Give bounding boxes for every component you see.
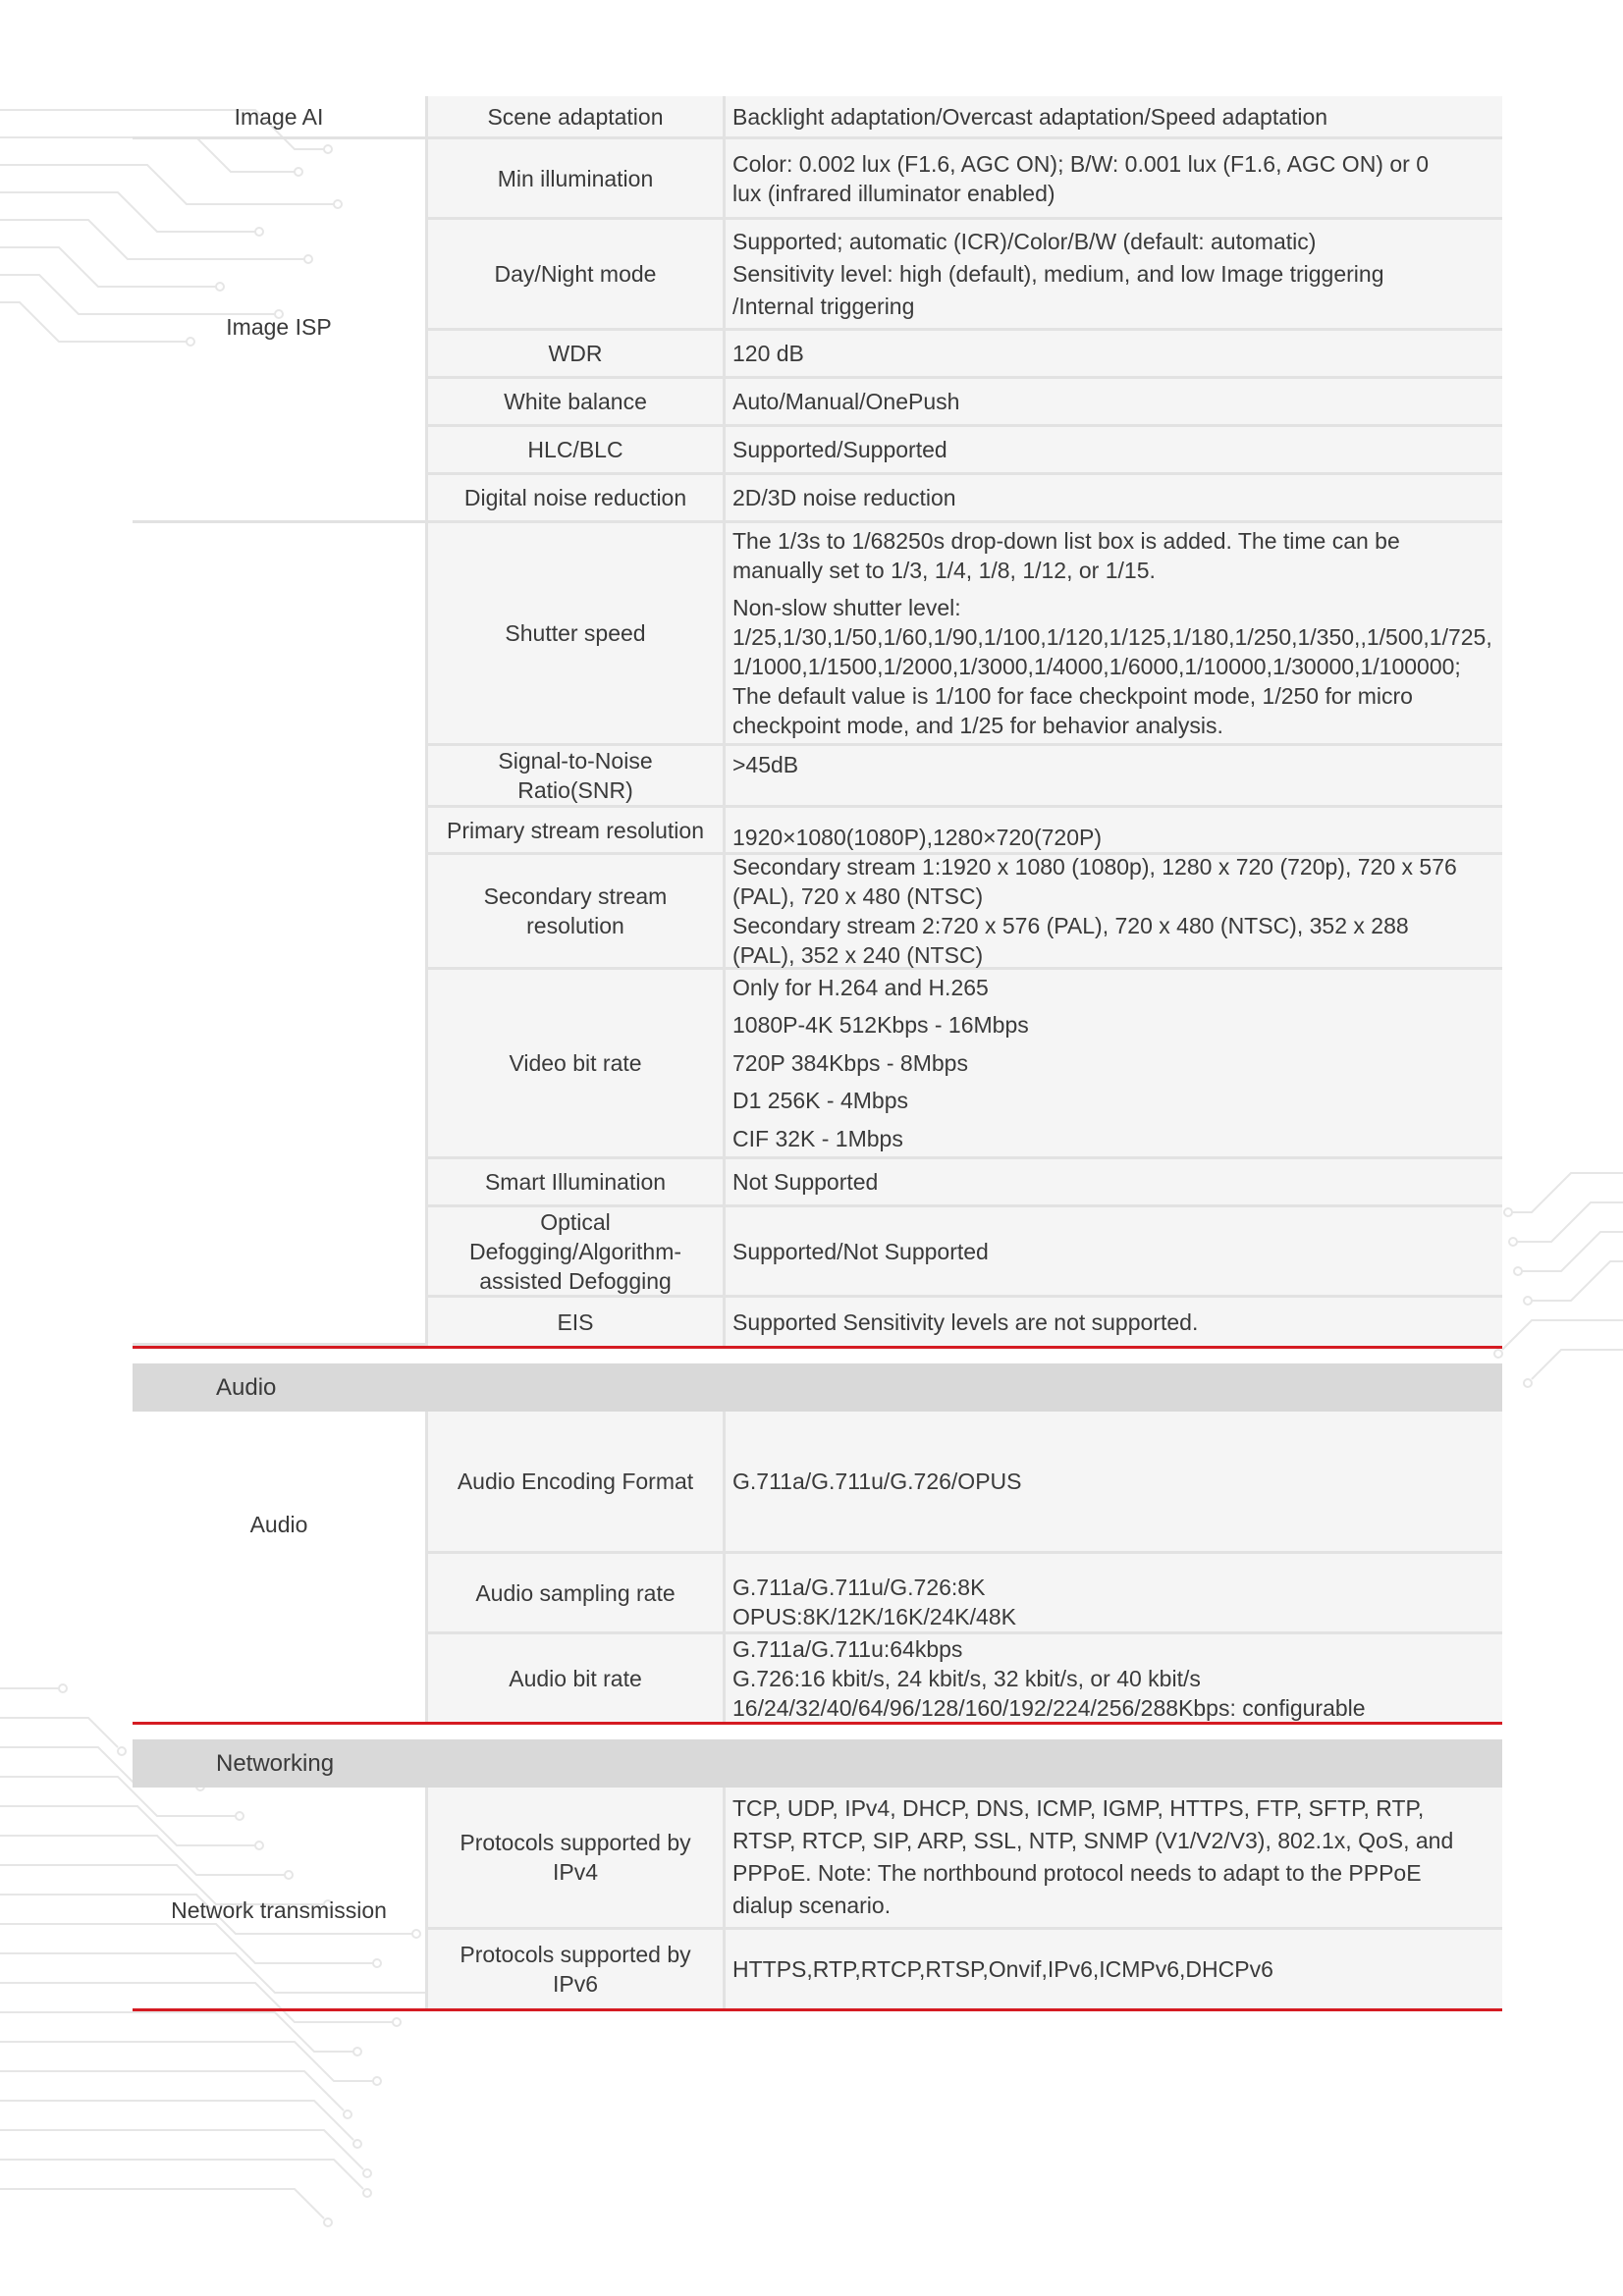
- param-value: [726, 1634, 1502, 1722]
- value-line: Secondary stream 1:1920 x 1080 (1080p), 1280 x 720 (720p), 720 x 576: [732, 854, 1457, 880]
- param-label: [428, 855, 726, 970]
- param-line: Secondary stream: [483, 883, 668, 909]
- param-label: Primary stream resolution: [428, 808, 726, 855]
- param-label: [428, 746, 726, 808]
- value-line: 2D/3D noise reduction: [732, 485, 956, 510]
- param-value: [726, 96, 1502, 139]
- param-label: Day/Night mode: [428, 220, 726, 331]
- value-line: Secondary stream 2:720 x 576 (PAL), 720 x 480 (NTSC), 352 x 288: [732, 913, 1409, 938]
- value-line: G.726:16 kbit/s, 24 kbit/s, 32 kbit/s, or 40 kbit/s: [732, 1665, 1201, 1691]
- param-value: [726, 855, 1502, 970]
- value-line: Supported/Supported: [732, 437, 947, 462]
- value-line: Not Supported: [732, 1169, 879, 1195]
- value-line: 1/1000,1/1500,1/2000,1/3000,1/4000,1/6000,1/10000,1/30000,1/100000;: [732, 654, 1461, 679]
- value-line: (PAL), 720 x 480 (NTSC): [732, 883, 984, 909]
- value-line: Supported Sensitivity levels are not supported.: [732, 1308, 1199, 1335]
- value-line: 1/25,1/30,1/50,1/60,1/90,1/100,1/120,1/125,1/180,1/250,1/350,,1/500,1/725,: [732, 624, 1492, 650]
- value-line: Sensitivity level: high (default), medium, and low Image triggering: [732, 260, 1384, 287]
- group-image-isp: Image ISP: [133, 139, 428, 523]
- param-line: Optical: [540, 1208, 611, 1235]
- param-value: [726, 808, 1502, 855]
- value-paragraph: [732, 526, 1492, 585]
- value-line: G.711a/G.711u:64kbps: [732, 1635, 963, 1662]
- param-value: [726, 427, 1502, 475]
- group-image-isp-continued: [133, 523, 428, 1346]
- param-value: [726, 1554, 1502, 1634]
- value-paragraph: [732, 593, 1492, 740]
- value-line: Auto/Manual/OnePush: [732, 389, 960, 414]
- param-value: [726, 746, 1502, 808]
- value-line: PPPoE. Note: The northbound protocol needs to adapt to the PPPoE: [732, 1860, 1422, 1886]
- param-value: [726, 475, 1502, 523]
- value-line: 1920×1080(1080P),1280×720(720P): [732, 825, 1102, 850]
- value-line: TCP, UDP, IPv4, DHCP, DNS, ICMP, IGMP, HTTPS, FTP, SFTP, RTP,: [732, 1795, 1425, 1821]
- param-label: Smart Illumination: [428, 1159, 726, 1207]
- param-value: [726, 1930, 1502, 2008]
- param-label: [428, 1930, 726, 2008]
- param-line: Defogging/Algorithm-: [468, 1238, 682, 1264]
- param-value: [726, 331, 1502, 379]
- param-label: Min illumination: [428, 139, 726, 220]
- value-line: Non-slow shutter level:: [732, 595, 961, 620]
- param-label: Audio sampling rate: [428, 1554, 726, 1634]
- value-line: Only for H.264 and H.265: [732, 974, 989, 1000]
- group-network-transmission: Network transmission: [133, 1788, 428, 2008]
- param-value: [726, 1788, 1502, 1930]
- value-line: /Internal triggering: [732, 293, 915, 319]
- value-line: D1 256K - 4Mbps: [732, 1088, 908, 1114]
- section-header-audio: Audio: [133, 1363, 1502, 1412]
- param-value: [726, 139, 1502, 220]
- param-line: Signal-to-Noise: [498, 748, 653, 774]
- value-line: (PAL), 352 x 240 (NTSC): [732, 942, 984, 968]
- group-image-ai: Image AI: [133, 96, 428, 139]
- section-divider: [133, 2008, 1502, 2011]
- param-label: HLC/BLC: [428, 427, 726, 475]
- value-line: lux (infrared illuminator enabled): [732, 180, 1055, 206]
- value-line: 16/24/32/40/64/96/128/160/192/224/256/288Kbps: configurable: [732, 1694, 1366, 1721]
- value-line: checkpoint mode, and 1/25 for behavior analysis.: [732, 713, 1223, 738]
- param-label: [428, 1788, 726, 1930]
- param-value: [726, 1207, 1502, 1298]
- spec-sheet: [133, 96, 1502, 2011]
- param-line: Protocols supported by: [460, 1942, 691, 1967]
- param-label: White balance: [428, 379, 726, 427]
- param-label: EIS: [428, 1298, 726, 1346]
- value-line: G.711a/G.711u/G.726:8K: [732, 1575, 986, 1600]
- value-line: dialup scenario.: [732, 1893, 892, 1918]
- value-line: Supported; automatic (ICR)/Color/B/W (default: automatic): [732, 228, 1317, 254]
- param-line: Protocols supported by: [460, 1830, 691, 1855]
- param-label: [428, 1207, 726, 1298]
- param-label: WDR: [428, 331, 726, 379]
- param-label: Shutter speed: [428, 523, 726, 746]
- param-value: [726, 220, 1502, 331]
- value-line: 720P 384Kbps - 8Mbps: [732, 1049, 968, 1076]
- param-value: [726, 1412, 1502, 1554]
- param-value: [726, 523, 1502, 746]
- value-line: Supported/Not Supported: [732, 1238, 989, 1264]
- value-line: CIF 32K - 1Mbps: [732, 1125, 903, 1151]
- param-label: Scene adaptation: [428, 96, 726, 139]
- param-line: IPv6: [552, 1971, 599, 1997]
- value-line: RTSP, RTCP, SIP, ARP, SSL, NTP, SNMP (V1/V2/V3), 802.1x, QoS, and: [732, 1828, 1454, 1853]
- param-line: Ratio(SNR): [517, 777, 633, 803]
- value-line: Backlight adaptation/Overcast adaptation/Speed adaptation: [732, 103, 1328, 130]
- value-line: manually set to 1/3, 1/4, 1/8, 1/12, or 1/15.: [732, 558, 1156, 583]
- value-line: G.711a/G.711u/G.726/OPUS: [732, 1468, 1022, 1494]
- value-line: >45dB: [732, 752, 799, 777]
- param-label: Audio bit rate: [428, 1634, 726, 1722]
- param-label: Digital noise reduction: [428, 475, 726, 523]
- param-value: [726, 379, 1502, 427]
- value-line: The default value is 1/100 for face checkpoint mode, 1/250 for micro: [732, 683, 1413, 709]
- param-label: Audio Encoding Format: [428, 1412, 726, 1554]
- param-value: [726, 970, 1502, 1159]
- param-value: [726, 1159, 1502, 1207]
- networking-spec-table: [133, 1788, 1502, 2008]
- value-line: OPUS:8K/12K/16K/24K/48K: [732, 1604, 1016, 1629]
- param-line: assisted Defogging: [479, 1267, 672, 1294]
- group-audio: Audio: [133, 1412, 428, 1722]
- value-line: HTTPS,RTP,RTCP,RTSP,Onvif,IPv6,ICMPv6,DHCPv6: [732, 1956, 1273, 1982]
- value-line: 120 dB: [732, 341, 804, 366]
- param-value: [726, 1298, 1502, 1346]
- param-line: resolution: [526, 913, 624, 938]
- value-line: The 1/3s to 1/68250s drop-down list box is added. The time can be: [732, 528, 1400, 554]
- section-header-networking: Networking: [133, 1739, 1502, 1788]
- image-spec-table: [133, 96, 1502, 1346]
- value-line: Color: 0.002 lux (F1.6, AGC ON); B/W: 0.001 lux (F1.6, AGC ON) or 0: [732, 150, 1429, 177]
- value-line: 1080P-4K 512Kbps - 16Mbps: [732, 1012, 1029, 1039]
- param-line: IPv4: [552, 1859, 599, 1885]
- param-label: Video bit rate: [428, 970, 726, 1159]
- audio-spec-table: [133, 1412, 1502, 1722]
